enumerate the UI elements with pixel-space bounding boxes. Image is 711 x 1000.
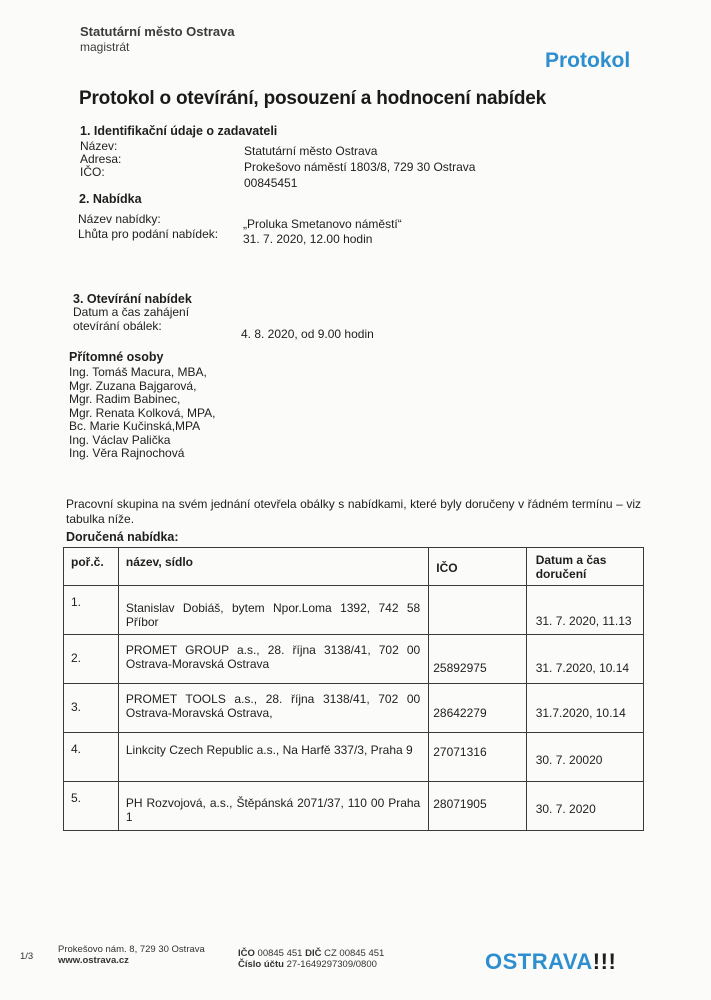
offers-table [63,547,644,831]
row-ico [429,586,526,635]
identification-address-value: Prokešovo náměstí 1803/8, 729 30 Ostrava [244,160,476,174]
row-name: Linkcity Czech Republic a.s., Na Harfě 337/3, Praha 9 [118,733,428,782]
row-ico: 25892975 [429,635,526,684]
present-person: Ing. Věra Rajnochová [69,446,185,460]
row-no: 4. [64,733,119,782]
row-ico: 27071316 [429,733,526,782]
header-date: Datum a čas doručení [526,548,643,586]
table-title: Doručená nabídka: [66,530,179,544]
present-heading: Přítomné osoby [69,350,164,364]
present-person: Bc. Marie Kučinská,MPA [69,419,201,433]
section-2-heading: 2. Nabídka [79,192,142,206]
row-date: 31. 7. 2020, 11.13 [526,586,643,635]
brand-text: OSTRAVA [485,949,593,974]
present-person: Ing. Václav Palička [69,432,171,447]
footer-address-block [58,944,205,966]
table-header-row [64,548,644,586]
present-list [69,366,216,461]
row-ico: 28642279 [429,684,526,733]
present-person: Ing. Tomáš Macura, MBA, [69,365,207,379]
ostrava-logo [485,949,616,975]
deadline-label: Lhůta pro podání nabídek: [78,227,219,241]
row-no: 5. [64,782,119,831]
row-date: 30. 7. 20020 [526,733,643,782]
footer-ids-block [238,948,384,970]
header-ico: IČO [429,548,526,586]
identification-name-value: Statutární město Ostrava [244,144,378,158]
deadline-value: 31. 7. 2020, 12.00 hodin [243,232,373,246]
row-no: 3. [64,684,119,733]
account-value: 27-1649297309/0800 [286,959,377,970]
offer-name-value: „Proluka Smetanovo náměstí“ [243,217,402,231]
row-no: 1. [64,586,119,635]
ico-value: 00845 451 [257,948,303,959]
row-name: PH Rozvojová, a.s., Štěpánská 2071/37, 110 00 Praha 1 [118,782,428,831]
ico-label: IČO [238,948,255,959]
footer-account-line [238,959,384,970]
dic-label: DIČ [305,948,322,959]
present-person: Mgr. Renata Kolková, MPA, [69,405,216,420]
header-no: poř.č. [64,548,119,586]
row-name: PROMET GROUP a.s., 28. října 3138/41, 702 00 Ostrava-Moravská Ostrava [118,635,428,684]
table-row [64,733,644,782]
present-person: Mgr. Zuzana Bajgarová, [69,378,197,393]
page-number: 1/3 [20,951,34,962]
account-label: Číslo účtu [238,959,284,970]
footer-web-link[interactable]: www.ostrava.cz [58,955,129,966]
row-name: Stanislav Dobiáš, bytem Npor.Loma 1392, 742 58 Příbor [118,586,428,635]
identification-address-label: Adresa: [80,152,122,166]
row-no: 2. [64,635,119,684]
offer-name-label: Název nabídky: [78,212,161,226]
row-date: 30. 7. 2020 [526,782,643,831]
row-date: 31.7.2020, 10.14 [526,684,643,733]
header-name: název, sídlo [118,548,428,586]
table-row [64,782,644,831]
present-person: Mgr. Radim Babinec, [69,392,181,406]
table-row [64,586,644,635]
opening-label-line2: otevírání obálek: [73,319,162,333]
footer-address: Prokešovo nám. 8, 729 30 Ostrava [58,944,205,955]
org-subtitle: magistrát [80,40,130,54]
row-name: PROMET TOOLS a.s., 28. října 3138/41, 702 00 Ostrava-Moravská Ostrava, [118,684,428,733]
identification-name-label: Název: [80,139,118,153]
footer-ids-line [238,948,384,959]
opening-value: 4. 8. 2020, od 9.00 hodin [241,327,374,341]
intro-paragraph: Pracovní skupina na svém jednání otevřela obálky s nabídkami, které byly doručeny v řádném termínu – viz tabulka níže. [66,497,641,526]
document-title: Protokol o otevírání, posouzení a hodnocení nabídek [79,88,546,109]
section-1-heading: 1. Identifikační údaje o zadavateli [80,124,278,138]
identification-ico-label: IČO: [80,165,105,179]
brand-suffix: !!! [592,949,617,974]
row-date: 31. 7.2020, 10.14 [526,635,643,684]
table-row [64,635,644,684]
identification-ico-value: 00845451 [244,176,298,190]
dic-value: CZ 00845 451 [324,948,385,959]
document-type: Protokol [545,49,631,72]
table-row [64,684,644,733]
org-name: Statutární město Ostrava [80,24,235,39]
row-ico: 28071905 [429,782,526,831]
opening-label-line1: Datum a čas zahájení [73,305,190,319]
section-3-heading: 3. Otevírání nabídek [73,292,192,306]
